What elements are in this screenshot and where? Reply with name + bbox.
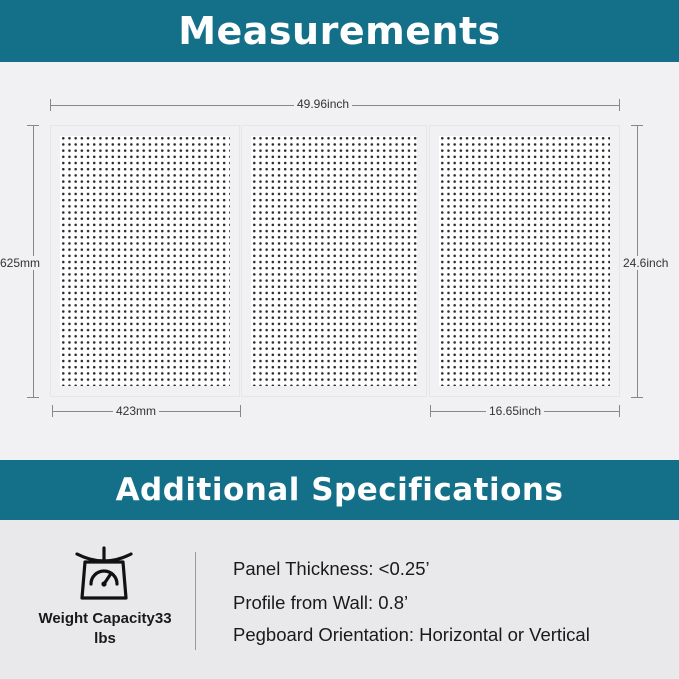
left-panel-width-label: 423mm: [113, 404, 159, 418]
weight-scale-icon: [75, 544, 133, 602]
total-width-label: 49.96inch: [294, 97, 352, 111]
spec-panel-thickness: Panel Thickness: <0.25’: [233, 558, 430, 579]
right-height-label: 24.6inch: [620, 256, 668, 270]
pegboard-diagram: [0, 62, 679, 460]
additional-specs-title: Additional Specifications: [115, 472, 564, 508]
pegboard-panel-right: [429, 125, 620, 397]
weight-capacity-label: Weight Capacity33 lbs: [38, 610, 172, 647]
specs-divider: [195, 552, 196, 650]
measurements-title: Measurements: [178, 9, 501, 53]
specs-panel: [0, 520, 679, 679]
pegboard-panel-middle: [241, 125, 427, 397]
left-height-label: 625mm: [0, 256, 43, 270]
spec-profile-from-wall: Profile from Wall: 0.8’: [233, 592, 409, 613]
right-panel-width-label: 16.65inch: [486, 404, 544, 418]
spec-orientation: Pegboard Orientation: Horizontal or Vertical: [233, 624, 590, 645]
measurements-banner: [0, 0, 679, 62]
pegboard-panel-left: [50, 125, 240, 397]
additional-specs-banner: [0, 460, 679, 520]
